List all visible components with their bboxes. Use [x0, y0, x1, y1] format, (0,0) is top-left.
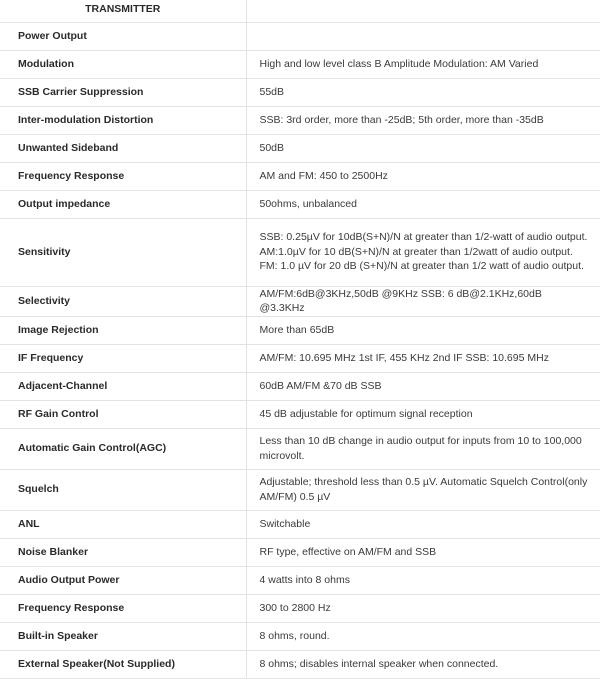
table-row	[0, 372, 600, 400]
table-header-row	[0, 0, 600, 22]
row-label: Selectivity	[0, 286, 246, 316]
table-row	[0, 594, 600, 622]
row-label: SSB Carrier Suppression	[0, 78, 246, 106]
row-value: 8 ohms; disables internal speaker when connected.	[246, 650, 600, 678]
row-value: 60dB AM/FM &70 dB SSB	[246, 372, 600, 400]
table-row	[0, 50, 600, 78]
row-label: Power Output	[0, 22, 246, 50]
table-row	[0, 650, 600, 678]
row-value: 50ohms, unbalanced	[246, 190, 600, 218]
row-label: Squelch	[0, 469, 246, 510]
table-row	[0, 538, 600, 566]
row-label: Modulation	[0, 50, 246, 78]
row-value: SSB: 0.25µV for 10dB(S+N)/N at greater than 1/2-watt of audio output. AM:1.0µV for 10 dB(S+N)/N at greater than 1/2watt of audio output. FM: 1.0 µV for 20 dB (S+N)/N at greater than 1/2 watt of audio output.	[246, 218, 600, 286]
row-label: Output impedance	[0, 190, 246, 218]
table-row	[0, 428, 600, 469]
row-label: Unwanted Sideband	[0, 134, 246, 162]
row-value: 8 ohms, round.	[246, 622, 600, 650]
table-row	[0, 400, 600, 428]
row-value: 50dB	[246, 134, 600, 162]
table-header-value	[246, 0, 600, 22]
row-label: IF Frequency	[0, 344, 246, 372]
row-label: ANL	[0, 510, 246, 538]
table-header-label: TRANSMITTER	[0, 0, 246, 22]
table-row	[0, 286, 600, 316]
table-row	[0, 190, 600, 218]
row-value: More than 65dB	[246, 316, 600, 344]
table-row	[0, 316, 600, 344]
row-value: High and low level class B Amplitude Modulation: AM Varied	[246, 50, 600, 78]
table-row	[0, 566, 600, 594]
row-label: Inter-modulation Distortion	[0, 106, 246, 134]
row-value: RF type, effective on AM/FM and SSB	[246, 538, 600, 566]
row-value: AM/FM:6dB@3KHz,50dB @9KHz SSB: 6 dB@2.1KHz,60dB @3.3KHz	[246, 286, 600, 316]
row-value	[246, 22, 600, 50]
row-label: Image Rejection	[0, 316, 246, 344]
table-row	[0, 218, 600, 286]
table-row	[0, 134, 600, 162]
row-label: RF Gain Control	[0, 400, 246, 428]
row-value: AM/FM: 10.695 MHz 1st IF, 455 KHz 2nd IF SSB: 10.695 MHz	[246, 344, 600, 372]
row-label: Automatic Gain Control(AGC)	[0, 428, 246, 469]
row-value: Switchable	[246, 510, 600, 538]
row-value: 300 to 2800 Hz	[246, 594, 600, 622]
row-label: Frequency Response	[0, 162, 246, 190]
row-label: Adjacent-Channel	[0, 372, 246, 400]
row-label: Audio Output Power	[0, 566, 246, 594]
row-value: Less than 10 dB change in audio output for inputs from 10 to 100,000 microvolt.	[246, 428, 600, 469]
row-value: AM and FM: 450 to 2500Hz	[246, 162, 600, 190]
row-label: Sensitivity	[0, 218, 246, 286]
table-row	[0, 622, 600, 650]
row-label: Built-in Speaker	[0, 622, 246, 650]
table-row	[0, 106, 600, 134]
row-value: 4 watts into 8 ohms	[246, 566, 600, 594]
row-value: 45 dB adjustable for optimum signal reception	[246, 400, 600, 428]
row-value: SSB: 3rd order, more than -25dB; 5th order, more than -35dB	[246, 106, 600, 134]
row-label: External Speaker(Not Supplied)	[0, 650, 246, 678]
table-row	[0, 469, 600, 510]
row-value: 55dB	[246, 78, 600, 106]
table-row	[0, 78, 600, 106]
row-label: Noise Blanker	[0, 538, 246, 566]
table-row	[0, 344, 600, 372]
table-row	[0, 22, 600, 50]
row-label: Frequency Response	[0, 594, 246, 622]
row-value: Adjustable; threshold less than 0.5 µV. Automatic Squelch Control(only AM/FM) 0.5 µV	[246, 469, 600, 510]
table-row	[0, 510, 600, 538]
table-row	[0, 162, 600, 190]
